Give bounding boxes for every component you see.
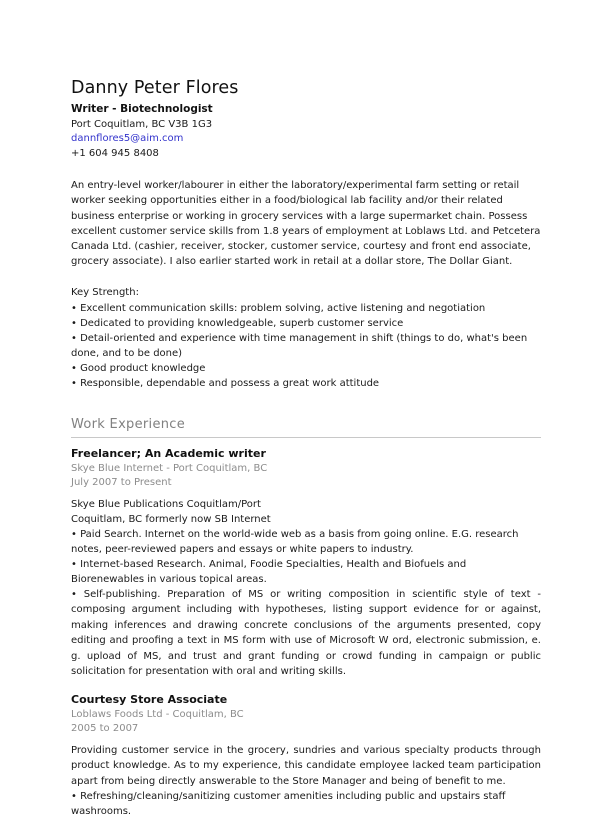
job-bullet: • Paid Search. Internet on the world-wide web as a basis from going online. E.G. research notes, peer-reviewed papers and essays or white papers to industry.	[71, 528, 519, 555]
job-detail-line: Skye Blue Publications Coquitlam/Port	[71, 498, 261, 510]
professional-summary: An entry-level worker/labourer in either the laboratory/experimental farm setting or retail worker seeking opportunities either in a food/biological lab facility and/or their related business enterprise or working in grocery services with a large supermarket chain. Possess excellent customer service skills from 1.8 years of employment at Loblaws Ltd. and Petcetera Canada Ltd. (cashier, receiver, stocker, customer service, courtesy and front end associate, grocery associate). I also earlier started work in retail at a dollar store, The Dollar Giant.	[71, 180, 541, 268]
resume-content	[71, 78, 541, 819]
job-bullet: • Refreshing/cleaning/sanitizing customer amenities including public and upstairs staff washrooms.	[71, 791, 506, 818]
job-bullet: • Self-publishing. Preparation of MS or writing composition in scientific style of text - composing argument including with hypotheses, listing support evidence for or against, making inferences and drawing concrete conclusions of the arguments presented, copy editing and proofing a text in MS form with use of Microsoft W ord, electronic submission, e. g. upload of MS, and trust and grant funding or crowd funding in campaign or public solicitation for presentation with oral and writing skills.	[71, 588, 541, 678]
resume-header	[71, 78, 541, 161]
section-divider	[71, 437, 541, 438]
list-item: • Responsible, dependable and possess a great work attitude	[71, 376, 541, 391]
job-description: Providing customer service in the grocery, sundries and various specialty products through product knowledge. As to my experience, this candidate employee lacked team participation apart from being directly answerable to the Store Manager and being of benefit to me.	[71, 744, 541, 787]
job-entry	[71, 693, 541, 819]
key-strength-title: Key Strength:	[71, 287, 139, 299]
job-detail-line: Coquitlam, BC formerly now SB Internet	[71, 513, 271, 525]
candidate-address: Port Coquitlam, BC V3B 1G3	[71, 118, 213, 130]
job-entry	[71, 447, 541, 680]
job-title: Courtesy Store Associate	[71, 692, 228, 706]
candidate-name: Danny Peter Flores	[71, 78, 239, 98]
list-item: • Dedicated to providing knowledgeable, superb customer service	[71, 316, 541, 331]
key-strength-section	[71, 285, 541, 391]
candidate-subtitle: Writer - Biotechnologist	[71, 103, 213, 116]
candidate-phone: +1 604 945 8408	[71, 147, 159, 159]
list-item: • Detail-oriented and experience with time management in shift (things to do, what's been done, and to be done)	[71, 331, 541, 361]
list-item: • Good product knowledge	[71, 361, 541, 376]
section-heading-work-experience: Work Experience	[71, 417, 186, 433]
job-company: Loblaws Foods Ltd - Coquitlam, BC	[71, 708, 244, 720]
candidate-email-link[interactable]: dannflores5@aim.com	[71, 133, 184, 145]
job-title: Freelancer; An Academic writer	[71, 446, 266, 460]
work-experience-section	[71, 417, 541, 819]
key-strength-list	[71, 301, 541, 391]
job-bullet: • Internet-based Research. Animal, Foodie Specialties, Health and Biofuels and Biorenewables in various topical areas.	[71, 558, 467, 585]
job-dates: 2005 to 2007	[71, 722, 139, 734]
job-dates: July 2007 to Present	[71, 476, 172, 488]
list-item: • Excellent communication skills: problem solving, active listening and negotiation	[71, 301, 541, 316]
job-company: Skye Blue Internet - Port Coquitlam, BC	[71, 462, 268, 474]
